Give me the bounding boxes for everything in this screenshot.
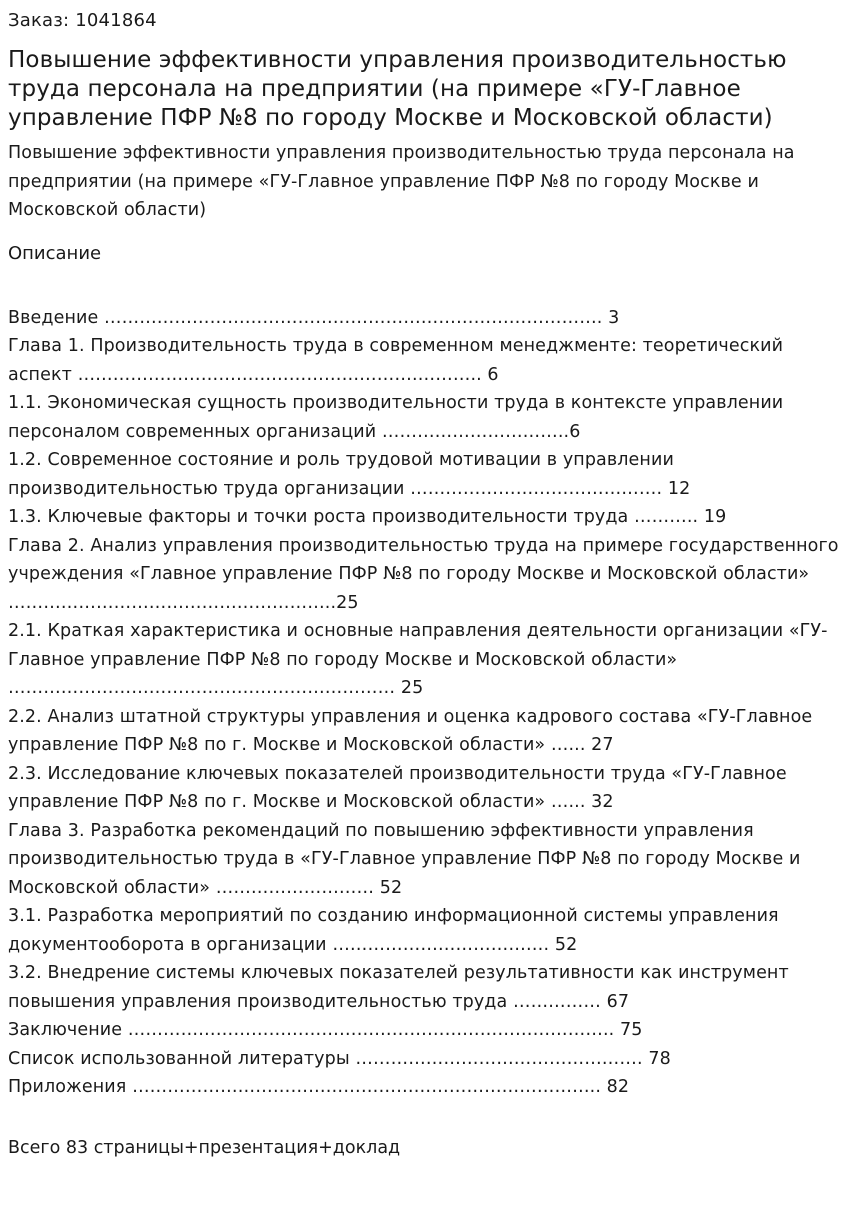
- toc-item: Глава 1. Производительность труда в современном менеджменте: теоретический аспект ………………………………………………….……….. 6: [8, 336, 784, 385]
- toc-item: 2.3. Исследование ключевых показателей производительности труда «ГУ-Главное управление ПФР №8 по г. Москве и Московской области» …... 32: [8, 763, 787, 812]
- page-count-note: Всего 83 страницы+презентация+доклад: [8, 1137, 401, 1158]
- page-title: Повышение эффективности управления производительностью труда персонала на предприятии (на примере «ГУ-Главное управление ПФР №8 по городу Москве и Московской области): [8, 47, 787, 131]
- toc-item: Заключение ……………………………………………………………………….. 75: [8, 1020, 643, 1040]
- toc-item: Глава 2. Анализ управления производительностью труда на примере государственного учреждения «Главное управление ПФР №8 по городу Москве и Московской области» ………………………………………………..25: [8, 535, 839, 613]
- description-heading: Описание: [8, 242, 102, 264]
- toc-item: Введение …………………………………………………………………………. 3: [8, 307, 620, 328]
- toc-item: Глава 3. Разработка рекомендаций по повышению эффективности управления производительностью труда в «ГУ-Главное управление ПФР №8 по городу Москве и Московской области» ……………………… 52: [8, 820, 801, 898]
- toc-item: Приложения …………………………………………………………………….. 82: [8, 1077, 630, 1097]
- toc-item: 1.2. Современное состояние и роль трудовой мотивации в управлении производительностью труда организации ……………………………………. 12: [8, 450, 691, 499]
- table-of-contents: [8, 304, 839, 1102]
- toc-item: 1.1. Экономическая сущность производительности труда в контексте управлении персоналом современных организаций …………………………..6: [8, 393, 784, 442]
- toc-item: 3.2. Внедрение системы ключевых показателей результативности как инструмент повышения управления производительностью труда …………… 67: [8, 963, 789, 1012]
- toc-item: 1.3. Ключевые факторы и точки роста производительности труда ……….. 19: [8, 507, 727, 527]
- toc-item: 3.1. Разработка мероприятий по созданию информационной системы управления документооборота в организации ………………………………. 52: [8, 906, 779, 955]
- toc-item: Список использованной литературы …………………………………………. 78: [8, 1048, 671, 1069]
- order-number: Заказ: 1041864: [8, 10, 157, 31]
- toc-item: 2.2. Анализ штатной структуры управления и оценка кадрового состава «ГУ-Главное управление ПФР №8 по г. Москве и Московской области» …... 27: [8, 706, 813, 755]
- toc-item: 2.1. Краткая характеристика и основные направления деятельности организации «ГУ-Главное управление ПФР №8 по городу Москве и Московской области» ………………………………………………………… 25: [8, 621, 828, 698]
- page-subtitle: Повышение эффективности управления производительностью труда персонала на предприятии (на примере «ГУ-Главное управление ПФР №8 по городу Москве и Московской области): [8, 143, 795, 220]
